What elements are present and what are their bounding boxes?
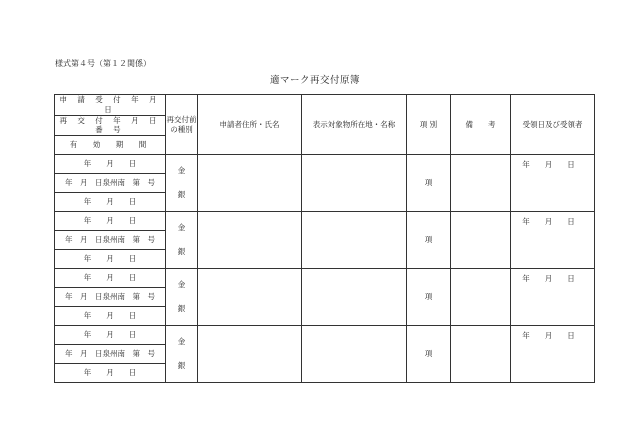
application-date-cell[interactable]: 年 月 日 bbox=[55, 269, 166, 288]
header-remarks: 備 考 bbox=[451, 95, 511, 155]
target-location-cell[interactable] bbox=[302, 269, 407, 326]
receipt-date-cell[interactable]: 年 月 日 bbox=[511, 326, 595, 383]
type-gold: 金 bbox=[177, 337, 186, 347]
remarks-cell[interactable] bbox=[451, 212, 511, 269]
header-item: 項 別 bbox=[407, 95, 451, 155]
applicant-cell[interactable] bbox=[198, 212, 302, 269]
pre-reissue-type-cell bbox=[166, 269, 198, 326]
header-receipt: 受領日及び受領者 bbox=[511, 95, 595, 155]
type-gold: 金 bbox=[177, 166, 186, 176]
type-silver: 銀 bbox=[177, 190, 186, 199]
type-silver: 銀 bbox=[177, 361, 186, 370]
validity-date-cell[interactable]: 年 月 日 bbox=[55, 364, 166, 383]
item-cell[interactable]: 項 bbox=[407, 269, 451, 326]
remarks-cell[interactable] bbox=[451, 326, 511, 383]
validity-date-cell[interactable]: 年 月 日 bbox=[55, 307, 166, 326]
type-silver: 銀 bbox=[177, 247, 186, 256]
header-target-location: 表示対象物所在地・名称 bbox=[302, 95, 407, 155]
receipt-date-cell[interactable]: 年 月 日 bbox=[511, 155, 595, 212]
application-date-cell[interactable]: 年 月 日 bbox=[55, 326, 166, 345]
pre-reissue-type-cell bbox=[166, 212, 198, 269]
receipt-date-cell[interactable]: 年 月 日 bbox=[511, 212, 595, 269]
remarks-cell[interactable] bbox=[451, 269, 511, 326]
header-applicant: 申請者住所・氏名 bbox=[198, 95, 302, 155]
reissue-ledger-table bbox=[54, 94, 595, 383]
validity-date-cell[interactable]: 年 月 日 bbox=[55, 193, 166, 212]
header-pre-reissue-type: 再交付前の種別 bbox=[166, 95, 198, 155]
applicant-cell[interactable] bbox=[198, 155, 302, 212]
validity-date-cell[interactable]: 年 月 日 bbox=[55, 250, 166, 269]
reissue-date-number-cell[interactable]: 年 月 日泉州南 第 号 bbox=[55, 174, 166, 193]
entry-row bbox=[55, 269, 595, 288]
header-validity-period: 有 効 期 間 bbox=[55, 136, 166, 155]
applicant-cell[interactable] bbox=[198, 326, 302, 383]
type-gold: 金 bbox=[177, 280, 186, 290]
target-location-cell[interactable] bbox=[302, 212, 407, 269]
item-cell[interactable]: 項 bbox=[407, 326, 451, 383]
type-gold: 金 bbox=[177, 223, 186, 233]
header-reissue-date-number: 再 交 付 年 月 日 番 号 bbox=[55, 115, 166, 136]
entry-row bbox=[55, 326, 595, 345]
form-number: 様式第４号（第１２関係） bbox=[55, 59, 151, 68]
entry-row bbox=[55, 212, 595, 231]
application-date-cell[interactable]: 年 月 日 bbox=[55, 155, 166, 174]
reissue-date-number-cell[interactable]: 年 月 日泉州南 第 号 bbox=[55, 288, 166, 307]
remarks-cell[interactable] bbox=[451, 155, 511, 212]
application-date-cell[interactable]: 年 月 日 bbox=[55, 212, 166, 231]
pre-reissue-type-cell bbox=[166, 326, 198, 383]
reissue-date-number-cell[interactable]: 年 月 日泉州南 第 号 bbox=[55, 231, 166, 250]
target-location-cell[interactable] bbox=[302, 155, 407, 212]
item-cell[interactable]: 項 bbox=[407, 155, 451, 212]
target-location-cell[interactable] bbox=[302, 326, 407, 383]
receipt-date-cell[interactable]: 年 月 日 bbox=[511, 269, 595, 326]
page-title: 適マーク再交付原簿 bbox=[269, 75, 360, 86]
pre-reissue-type-cell bbox=[166, 155, 198, 212]
item-cell[interactable]: 項 bbox=[407, 212, 451, 269]
entry-row bbox=[55, 155, 595, 174]
type-silver: 銀 bbox=[177, 304, 186, 313]
header-row bbox=[55, 95, 595, 116]
header-application-date: 申 請 受 付 年 月 日 bbox=[55, 95, 166, 116]
applicant-cell[interactable] bbox=[198, 269, 302, 326]
reissue-date-number-cell[interactable]: 年 月 日泉州南 第 号 bbox=[55, 345, 166, 364]
